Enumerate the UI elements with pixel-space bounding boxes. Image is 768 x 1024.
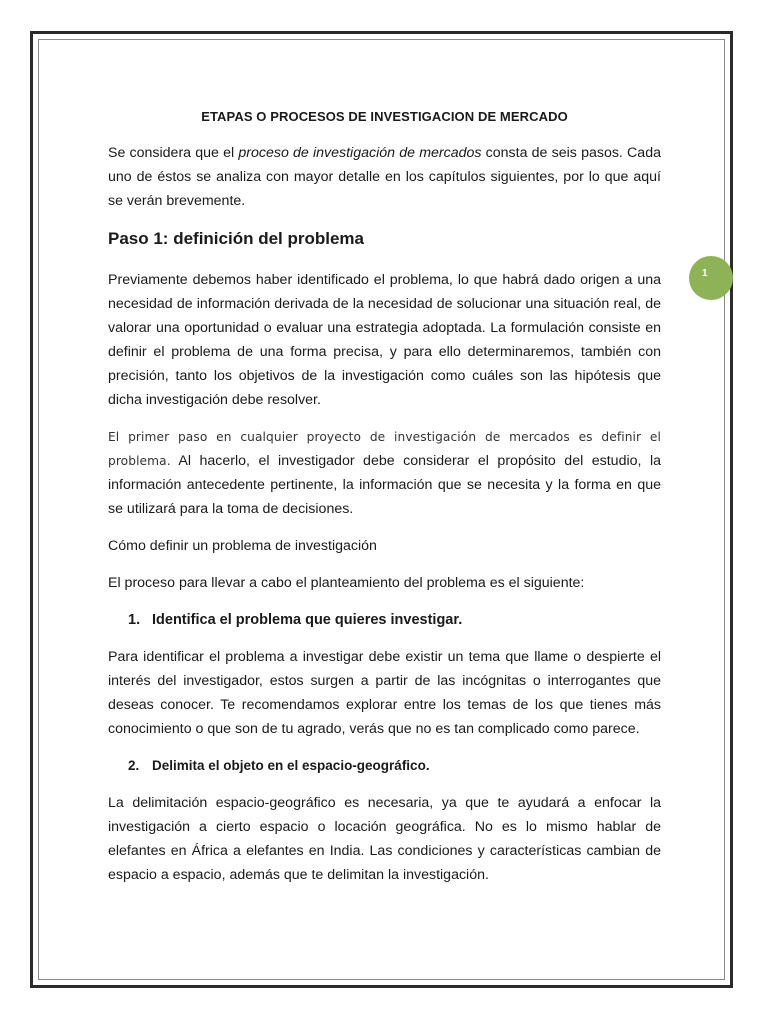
step-2-number: 2. <box>128 758 140 773</box>
intro-text-start: Se considera que el <box>108 145 239 161</box>
step-1-heading <box>128 608 661 632</box>
step-1-number: 1. <box>128 612 141 628</box>
intro-emphasis: proceso de investigación de mercados <box>238 145 482 161</box>
document-title: ETAPAS O PROCESOS DE INVESTIGACION DE MERCADO <box>201 109 568 124</box>
page-number-badge <box>689 256 733 300</box>
paragraph-1: Previamente debemos haber identificado el problema, lo que habrá dado origen a una necesidad de información derivada de la necesidad de solucionar una situación real, de valorar una oportunidad o evaluar una estrategia adoptada. La formulación consiste en definir el problema de una forma precisa, y para ello determinaremos, también con precisión, tanto los objetivos de la investigación como cuáles son las hipótesis que dicha investigación debe resolver. <box>108 272 661 408</box>
step-2-body: La delimitación espacio-geográfico es necesaria, ya que te ayudará a enfocar la investigación a cierto espacio o locación geográfica. No es lo mismo hablar de elefantes en África a elefantes en India. Las condiciones y características cambian de espacio a espacio, además que te delimitan la investigación. <box>108 795 661 883</box>
step-2-title: Delimita el objeto en el espacio-geográfico. <box>152 758 430 773</box>
paragraph-2 <box>108 425 661 521</box>
intro-paragraph <box>108 141 661 213</box>
subheading: Cómo definir un problema de investigación <box>108 538 377 554</box>
paragraph-2-lead: El primer paso en cualquier proyecto de investigación de mercados es definir el problema. <box>108 430 661 468</box>
step-2-heading <box>128 754 661 778</box>
process-intro: El proceso para llevar a cabo el planteamiento del problema es el siguiente: <box>108 575 585 591</box>
paragraph-2-rest: Al hacerlo, el investigador debe considerar el propósito del estudio, la información antecedente pertinente, la información que se necesita y la forma en que se utilizará para la toma de decisiones. <box>108 453 661 517</box>
step-1-body: Para identificar el problema a investigar debe existir un tema que llame o despierte el interés del investigador, estos surgen a partir de las incógnitas o interrogantes que deseas conocer. Te recomendamos explorar entre los temas de los que tienes más conocimiento o que son de tu agrado, verás que no es tan complicado como parece. <box>108 649 661 737</box>
intro-text-end: consta de seis pasos. Cada uno de éstos se analiza con mayor detalle en los capítulos siguientes, por lo que aquí se verán brevemente. <box>108 145 661 209</box>
document-body <box>108 105 661 900</box>
step-1-title: Identifica el problema que quieres investigar. <box>152 612 463 628</box>
page-number: 1 <box>702 268 708 279</box>
section-heading: Paso 1: definición del problema <box>108 229 364 248</box>
